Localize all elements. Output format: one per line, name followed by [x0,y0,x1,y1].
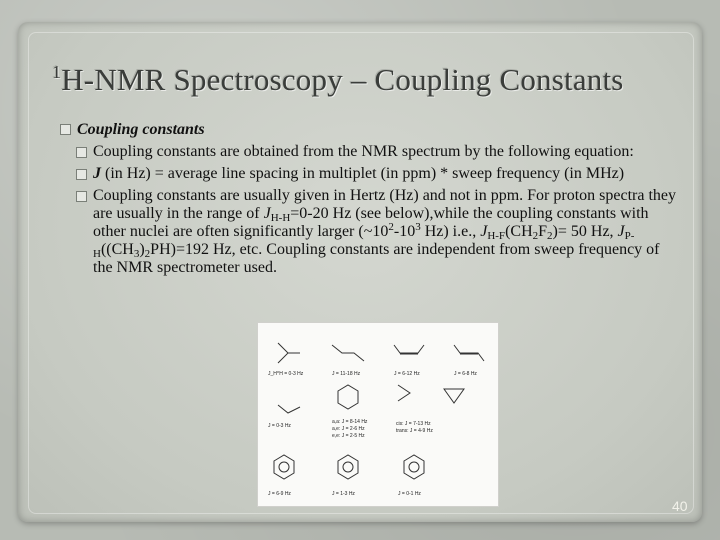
benzene-para-structure [404,455,424,479]
trans-label: J = 6-8 Hz [454,371,477,377]
text-part: Coupling constants are usually given in Hertz (Hz) and not in ppm. For proton spectra they are usually in the range of [93,187,676,222]
geminal-structure [278,343,300,363]
slide-content [60,121,680,277]
title-superscript: 1 [52,62,62,82]
j-symbol: J [93,165,101,182]
bullet-text [93,165,680,183]
square-bullet-icon [76,191,87,202]
bullet-equation-intro [60,143,680,161]
cyclo-label-trans: trans: J = 4-9 Hz [396,428,433,434]
subscript: P-H [93,230,635,260]
geminal-label: J_H^H = 0-3 Hz [268,371,304,377]
subscript: H-H [270,212,291,224]
aromatic-ring-circle [343,462,353,472]
ortho-label: J = 6-9 Hz [268,491,291,497]
j-symbol: J [263,205,271,222]
text-part: Hz) i.e., [420,223,481,240]
exponent: 3 [415,221,421,233]
text-part: PH)=192 Hz, etc. Coupling constants are independent from sweep frequency of the NMR spectrometer used. [93,241,660,276]
structures-diagram [258,323,498,506]
slide-title [52,62,682,98]
cyclo-label-cis: cis: J = 7-13 Hz [396,421,431,427]
subscript: 2 [532,230,539,242]
bullet-coupling-constants [60,121,680,139]
bullet-text: Coupling constants are obtained from the NMR spectrum by the following equation: [93,143,634,160]
bullet-text [93,187,680,277]
subscript: 2 [144,248,151,260]
equation-text: (in Hz) = average line spacing in multiplet (in ppm) * sweep frequency (in MHz) [101,165,625,182]
text-part: (CH [505,223,533,240]
subscript: 2 [547,230,553,242]
text-part: F [538,223,548,240]
vicinal-label: J = 11-18 Hz [332,371,361,377]
cyclopropane-structure [444,389,464,403]
text-part: ((CH [100,241,134,258]
meta-label: J = 1-3 Hz [332,491,355,497]
bullet-equation [60,165,680,183]
aromatic-ring-circle [409,462,419,472]
j-symbol: J [617,223,625,240]
j-symbol: J [480,223,488,240]
benzene-meta-structure [338,455,358,479]
subscript: H-F [487,230,506,242]
page-number: 40 [672,498,688,514]
text-part: )= 50 Hz, [552,223,618,240]
vicinal-structure [332,345,364,361]
text-part: -10 [393,223,416,240]
text-part: ) [139,241,145,258]
title-text: H-NMR Spectroscopy – Coupling Constants [61,62,624,97]
bullet-hertz-range [60,187,680,277]
text-part: =0-20 Hz (see below),while the coupling constants with other nuclei are often significantly larger (~10 [93,205,649,240]
subscript: 3 [133,248,140,260]
cyclohexane-structure [338,385,358,409]
exponent: 2 [388,221,394,233]
benzene-ortho-structure [274,455,294,479]
ring-label-ae: a,e: J = 2-6 Hz [332,426,365,432]
allylic-structure [278,405,300,413]
ring-label-aa: a,a: J = 8-14 Hz [332,419,368,425]
cis-alkene-structure [394,345,424,354]
trans-alkene-structure [454,345,484,361]
ring-label-ee: e,e: J = 2-5 Hz [332,433,365,439]
square-bullet-icon [76,147,87,158]
bicyclic-structure [398,385,410,401]
aromatic-ring-circle [279,462,289,472]
square-bullet-icon [60,124,71,135]
bullet-label: Coupling constants [77,121,205,138]
allylic-label: J = 0-3 Hz [268,423,291,429]
cis-label: J = 6-12 Hz [394,371,420,377]
para-label: J = 0-1 Hz [398,491,421,497]
square-bullet-icon [76,169,87,180]
coupling-constants-figure [257,322,499,507]
